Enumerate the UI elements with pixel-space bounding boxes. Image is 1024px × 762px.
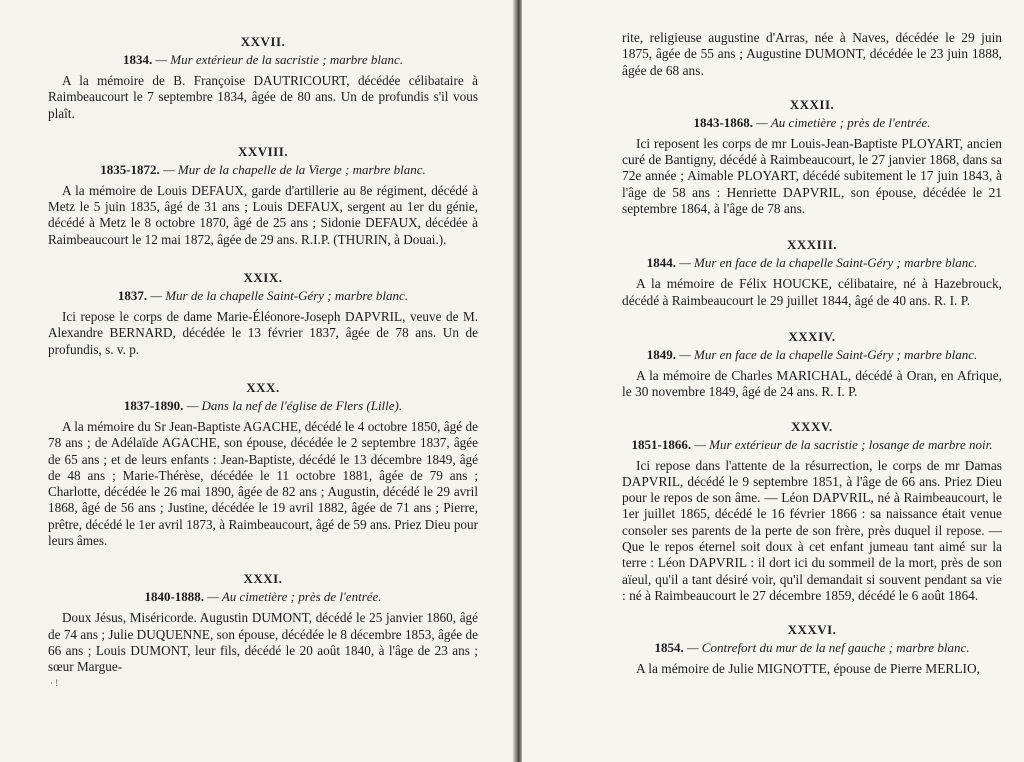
entry-location: — Mur en face de la chapelle Saint-Géry ; marbre blanc. [679,346,978,362]
entry-date: 1851-1866. [631,436,692,452]
entry-heading [622,255,1002,270]
entry-text: Doux Jésus, Miséricorde. Augustin DUMONT, décédé le 25 janvier 1860, âgé de 74 ans ; Julie DUQUENNE, son épouse, décédée le 8 décembre 1853, âgée de 66 ans ; Louis DUMONT, leur fils, décédé le 20 août 1840, à l'âge de 23 ans ; sœur Margue- [48,610,478,675]
entry-location: — Au cimetière ; près de l'entrée. [756,114,931,130]
entry-heading [622,437,1002,452]
entry-text: A la mémoire de Louis DEFAUX, garde d'artillerie au 8e régiment, décédé à Metz le 5 juin 1835, âgé de 31 ans ; Louis DEFAUX, sergent au 1er du génie, décédé à Metz le 8 octobre 1870, âgé de 25 ans ; Sidonie DEFAUX, décédée à Raimbeaucourt le 12 mai 1872, âgée de 29 ans. R.I.P. (THURIN, à Douai.). [48,182,478,247]
entry-xxxvi [622,622,1002,677]
entry-location: — Au cimetière ; près de l'entrée. [207,589,382,605]
entry-location: — Mur de la chapelle de la Vierge ; marbre blanc. [163,161,426,177]
entry-text: A la mémoire de B. Françoise DAUTRICOURT, décédée célibataire à Raimbeaucourt le 7 septembre 1834, âgée de 80 ans. Un de profundis s'il vous plaît. [48,73,478,121]
entry-location: — Mur extérieur de la sacristie ; losange de marbre noir. [694,436,993,452]
entry-number: XXXV. [791,418,833,434]
entry-xxx [48,380,478,549]
entry-date: 1843-1868. [693,114,754,130]
entry-xxvii [48,34,478,122]
entry-number: XXXIV. [788,328,836,344]
entry-number: XXXI. [243,571,283,587]
entry-number: XXXII. [789,96,835,112]
entry-number: XXVII. [240,34,286,49]
entry-date: 1835-1872. [100,161,160,177]
entry-text: A la mémoire de Charles MARICHAL, décédé à Oran, en Afrique, le 30 novembre 1849, âgé de 24 ans. R. I. P. [622,367,1002,400]
entry-text: A la mémoire de Félix HOUCKE, célibataire, né à Hazebrouck, décédé à Raimbeaucourt le 29 juillet 1844, âgé de 40 ans. R. I. P. [622,276,1002,308]
entry-heading [48,589,478,604]
entry-text: Ici repose le corps de dame Marie-Éléonore-Joseph DAPVRIL, veuve de M. Alexandre BERNARD, décédée le 13 février 1837, âgée de 78 ans. Un de profundis, s. v. p. [48,309,478,357]
entry-heading [48,52,478,67]
entry-date: 1849. [646,346,676,362]
entry-xxxv [622,419,1002,605]
entry-date: 1844. [646,255,676,271]
entry-text: Ici reposent les corps de mr Louis-Jean-Baptiste PLOYART, ancien curé de Bantigny, décédé à Raimbeaucourt, le 27 janvier 1868, dans sa 72e année ; Aimable PLOYART, décédé subitement le 17 juin 1843, à l'âge de 58 ans : Henriette DAPVRIL, son épouse, décédée le 21 septembre 1864, à l'âge de 78 ans. [622,135,1002,217]
entry-xxviii [48,144,478,248]
entry-xxxiii [622,237,1002,309]
entry-date: 1854. [654,640,684,656]
entry-number: XXXVI. [787,622,837,638]
entry-location: — Mur extérieur de la sacristie ; marbre blanc. [155,52,404,67]
entry-date: 1837-1890. [123,397,184,413]
entry-date: 1834. [122,52,153,67]
entry-heading [48,162,478,177]
entry-xxxiv [622,329,1002,401]
entry-xxxii [622,97,1002,217]
entry-heading [622,115,1002,130]
entry-number: XXX. [246,379,280,395]
entry-text: A la mémoire du Sr Jean-Baptiste AGACHE, décédé le 4 octobre 1850, âgé de 78 ans ; de Adélaïde AGACHE, son épouse, décédée le 2 septembre 1837, âgée de 65 ans ; et de leurs enfants : Jean-Baptiste, décédé le 13 décembre 1849, âgé de 48 ans ; Marie-Thérèse, décédée le 11 octobre 1881, âgée de 79 ans ; Charlotte, décédée le 26 mai 1890, âgée de 82 ans ; Augustin, décédé le 29 avril 1868, âgé de 56 ans ; Justine, décédée le 19 avril 1882, âgée de 71 ans ; Pierre, prêtre, décédé le 1er avril 1873, à Raimbeaucourt, âgé de 59 ans. Priez Dieu pour leurs âmes. [48,418,478,549]
entry-heading [48,398,478,413]
right-page [522,0,1024,762]
entry-location: — Contrefort du mur de la nef gauche ; marbre blanc. [687,640,970,656]
tail-mark: · ! [50,677,59,688]
entry-heading [48,288,478,303]
entry-location: — Mur en face de la chapelle Saint-Géry ; marbre blanc. [679,255,978,271]
entry-date: 1837. [117,288,148,304]
entry-text: A la mémoire de Julie MIGNOTTE, épouse de Pierre MERLIO, [636,661,980,677]
entry-location: — Dans la nef de l'église de Flers (Lille). [186,397,403,413]
entry-date: 1840-1888. [144,589,205,605]
entry-number: XXIX. [243,270,283,286]
entry-number: XXVIII. [237,143,289,159]
entry-heading [622,347,1002,362]
entry-number: XXXIII. [786,237,838,253]
continuation-text: rite, religieuse augustine d'Arras, née à Naves, décédée le 29 juin 1875, âgée de 55 ans ; Augustine DUMONT, décédée le 23 juin 1888, âgée de 68 ans. [622,30,1002,78]
entry-heading [622,640,1002,655]
entry-text: Ici repose dans l'attente de la résurrection, le corps de mr Damas DAPVRIL, décédé le 9 septembre 1851, à l'âge de 66 ans. Priez Dieu pour le repos de son âme. — Léon DAPVRIL, né à Raimbeaucourt, le 1er juillet 1865, décédé le 16 février 1866 : sa naissance était venue consoler ses parents de la perte de son frère, près duquel il repose. — Que le repos éternel soit doux à cet enfant jumeau tant aimé sur la terre : Léon DAPVRIL : il dort ici du sommeil de la mort, près de son aïeul, qu'il a tant désiré voir, qu'il demandait si souvent pendant sa vie : né à Raimbeaucourt le 27 décembre 1859, décédé le 6 août 1864. [622,457,1002,603]
entry-xxix [48,270,478,358]
entry-xxxi [48,571,478,687]
entry-location: — Mur de la chapelle Saint-Géry ; marbre blanc. [150,288,409,304]
